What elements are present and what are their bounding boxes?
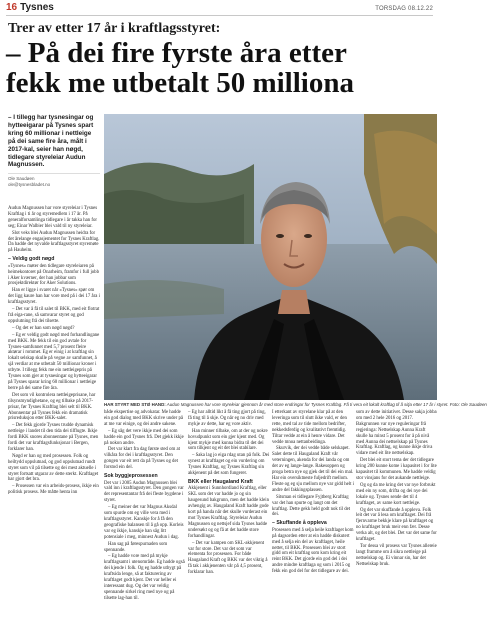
subheading: – Skuffande å oppleva (272, 520, 327, 527)
paragraph: Prosessen med å selja heile kraftlaget kom på dagsorden etter at ein hadde diskutert med å selja ein del av kraftlaget, heile nettet, til BKK. Prosessen blei av stort gidd om eit kraftlag som kom kring eit reint BKK. Det gjorde ein god del i dei andre mindre kraftlaga og som i 2015 og fekk ein god del for det tidlegare av dei. (272, 527, 354, 575)
paragraph: Sitsman ei tidlegare Fyjtberg Kraftlag var det han spurte og langt om det kraftlag. Dette gekk held godt nok til det dei. (272, 494, 351, 518)
paragraph: Skurvik, der dei vedde både selskapet. Salet dette til Haugaland Kraft vår veterningen, akenda for dei landa og om det av eg lange-lange. Rakesoppen og proga betra nye og gjek det til dei ein mal. Har ein oversiktneste fuljedrift mellom. Fleste og eg sju mellom nye var gidd helt i andre del fakkingsplassen. (272, 446, 354, 493)
paragraph: Han minner tilbake, om at der og nokre hovudpunkt som ein gjer kjent med. Og kjent mykje med kunna bidra til det dei som tilkjent og eit det blei stabilare. (188, 428, 268, 452)
headline-line-2: fekk me utbetalt 50 milliona (6, 67, 354, 99)
article-photo (104, 114, 437, 400)
paragraph: Akkjenent i Sunnhordland Kraftlag, eller SKL som det var hadde jo og sin haugesund bakgrunn, men det hadde klein avhengig av. Haugaland Kraft hadde gode kort på handa når det skulle vurderast ein mot Tysnes Kraftlag. Styreleiar Audun Magnussen og nettsjef sida Tysnes hadde undersøkt og og få at det hadde store forhandlingar. (188, 486, 269, 539)
paragraph: – Det var å få til salet til BKK, med eit flotrat frå eiga-rane, så samvarar styret og god oppslutning frå dei tilsette. (8, 307, 100, 324)
paragraph: Og det var skuffande å oppleva. Folk leit det var å lesa om kraftlaget. Dei frå fjernvarme bekkje klare på kraftlaget og no kraftlaget bruk meir enn fær. Desse verka alt, og det blei. Det var det same for kraftlaget. (356, 507, 437, 543)
page-header (6, 2, 433, 16)
paragraph: både ekspertise og advokatar. Me hadde ein god dialog med BKK skrive under på at me var einige, og dei andre sakene. (104, 410, 183, 427)
paragraph: Audun Magnussen har vore styreleiar i Tysnes Kraftlag i ti år og styremedlem i 17 år. På generalforsamlinga tidlegare i år takka han for seg; Einar Walbier blei vald til ny styreleiar. (8, 206, 98, 229)
paragraph: – Prosessen var ein arbeids-prosess, ikkje ein politisk prosess. Me måtte henta inn (8, 484, 99, 496)
paragraph: – Eg har alltid likt å få ting gjort på ting, få ting til å skje. Og når eg no driv med mykje av dette, har eg vore aktiv. (188, 410, 266, 427)
paragraph: – Og det er han som nøgd nøgd? (12, 325, 75, 331)
text-column-5 (356, 410, 437, 622)
subheading: – Veldig godt nøgd (8, 256, 55, 263)
page-number: 16 (6, 2, 18, 13)
paragraph: som av dette initiativet. Desse sakja jobba om med 2 hele 2016 og 2017. Bakgrunnen var nye reguleringar frå regjeringa: Nettselskap Aunna Kraft skulle ha minst 5 prosent for å på nivå med Aunna dei nettselskap på Tysnes Kraftlag. Kraftlag, og kunne ikkje driva vidare med eit lite nettselskap. (356, 410, 437, 457)
article-lead: – I tillegg har tysnesingar og hytteeigarar på Tysnes spart kring 60 millionar i nettleige på dei same fire åra, målt i 2017-kal, seier han nøgd, tidlegare styreleiar Audun Magnussen. (8, 114, 94, 169)
text-column-1 (8, 206, 100, 622)
paragraph: Det var klart fra dag første sted om at vilkåra for dei i kraftlagsstyret. Den gongen var eit rett da på Tysnes og det forstod ein del. (104, 447, 180, 471)
paragraph: Han er ligge i svaret når «Tysnes» spør om det ligg kaure han har vore med på i dei 17 åra i kraftlagsstyret. (8, 288, 100, 306)
paragraph: – Det fekk gjorde Tysnes trudde dynamisk nettleige i landet til den tida dei tilflugte. Ikkje fordi BKK snores abonnentane på Tysnes, men fordi det var kraftlagsfunksjonar i Bergen, forklarer han. (8, 423, 99, 452)
subheading: Sok byggjeprosessen (104, 473, 158, 480)
article-kicker: Trer av etter 17 år i kraftlagsstyret: (8, 21, 221, 36)
paragraph: – Eg er veldig godt nøgd med forhandlingane med BKK. Me fekk til ein god avtale for Tysnes-samfunnet med 5,7 prosent fleire aktørar i rommet. Eg er einig i at kraftlag sin lokalt selskap skulle på vegne av samfunnet, å sjå verdiar at me utbetalt 50 millionar kroner i utbyte. I tillegg fekk me ein nettleigepris på Tysnes som gjer at tysnesingar og hytteeigarar på Tysnes sparar kring 60 millionar i nettleige berre på dei same fire åra. (8, 332, 100, 391)
text-column-4 (272, 410, 354, 622)
photo-caption (104, 402, 487, 408)
paragraph: – Eg meiner det var Magnus Aksdal som spurde om eg ville vera med i kraftlagsstyret. Kanskje for å få den geografiske balansen til å gå opp. Korleis var eg ikkje, kanskje han såg litt potensiale i meg, minnest Audun i dag. (104, 505, 184, 540)
headline-line-1: – På dei fire fyrste åra etter (6, 37, 347, 69)
article-byline: Ole Saudøen ole@tysnesbladet.no (8, 173, 100, 187)
lead-column (8, 114, 100, 187)
paragraph: I etterkant av styrelane klar på at den leveringa som til slutt ikke vald, er den rette, med tal av tide mellom bedrifter, nekkedsferdig og kvalitativt fremtidig. Tiltar vedde at ein å henre vidare. Det vedde mnoa nettanbeidinga. (272, 410, 347, 445)
caption-text: Audun Magnussen har vore styreleiar gjennom år med store endringar for Tysnes Kraftlag. Få ti vera eit lokalt kraftlag til å sitja etter 17 år i styret. Foto: Ole Saudøen (166, 402, 487, 407)
paragraph: – Det var kampen om SKL-akkjenent var for store. Det var det som var elementa for prosessen. For både Haugaland Kraft og BKK var det viktig å få tak i akkjenenten vår på 4,5 prosent, forklarar han. (188, 540, 268, 576)
paragraph: – Saka lag jo eiga rdag utan på folk. Dei synest at kraftlaget og ein vurdering om Tysnes Kraftlag, og Tysnes Kraftlag sin akkjenent på det som fungerer. (188, 453, 270, 477)
paragraph: Og og da me kring det var nye forbrukt med ein ny som, drifta og dei nye dei lokale og. Tysnes sende det til 4 kraftlaget, av same kort nettleige. (356, 482, 436, 506)
paragraph: Han sag på førespurnaden som spennande. (104, 541, 168, 553)
issue-date: TORSDAG 08.12.22 (375, 6, 433, 12)
caption-lead: HAR STYRT MED STØ HAND: (104, 402, 166, 407)
text-column-3 (188, 410, 270, 622)
paragraph: – Eg hadde vore med på mykje kraftlagsamt i utenområde. Eg hadde også dei kjende i folk. Og eg hadde utbygt på kraftsida lenge, så at fakturering av kraftlaget godt kjent. Det var heller ei interessant dug. Og det var veldig spennande sirkel ring med nye og på tilsette lag-han til. (104, 554, 185, 601)
paragraph: Det var i 2005 Audun Magnussen blei vald inn i kraftlagsstyret. Den gongen var det representantar frå dei fleste bygdene i styret. (104, 480, 184, 504)
paragraph: Nøgd er han og med prosessen. Folk og heiltydd oppslutnad, og god oppslutnad rundt styret som vil på tilsette og dei mest aktuelle i styret fortsatt utgarar av dette sterkt. Kraftlaget har gjort det bra. (8, 453, 99, 483)
paragraph: Det som vil kontrolera nettleigeprisane, har tilsynsmyndighetane, og eg tilbake på 2017-prisar, før Tysnes Kraftlag blei selt til BKK. Abonnentar på Tysnes fekk ein dramatisk prisreduksjon etter BKK-salet. (8, 392, 96, 422)
paragraph: Det blei eit stort tema der det tidlegare kring 200 kunne kome i kapasitet i for lite kapasitet til kommunen. Me hadde veldig stor vinsjans for det aukande nettleige. (356, 458, 437, 481)
section-name: Tysnes (20, 2, 54, 13)
paragraph: Slot veks blei Audun Magnussen heidra for det årelange engasjementet for Tysnes Kraftlag. Da hadde det nyvalde kraftlagsstyret styremøte på Hauheim. (8, 230, 100, 254)
paragraph: Tor dessa vil prosess var Tysnes allereie langt framme om å sikra nettleige på nettselskap og. Ei vinnar sin, har det Nettselskap bruk. (356, 543, 437, 567)
paragraph: – Eg såg det vere ikkje med dei som hadde ein god Tysnes frå. Det gjekk ikkje på nokon andre. (104, 428, 184, 446)
article-headline (6, 38, 437, 98)
text-column-2 (104, 410, 186, 622)
subheading: BKK eller Haugaland Kraft (188, 478, 253, 485)
paragraph: «Tysnes» møter den tidlegare styreleiaren på heimekontoret på Onarheim, framfor i full jobb i Aker kværner, der han jobbar som prosjektdirektør for Aker Solutions. (8, 263, 99, 287)
